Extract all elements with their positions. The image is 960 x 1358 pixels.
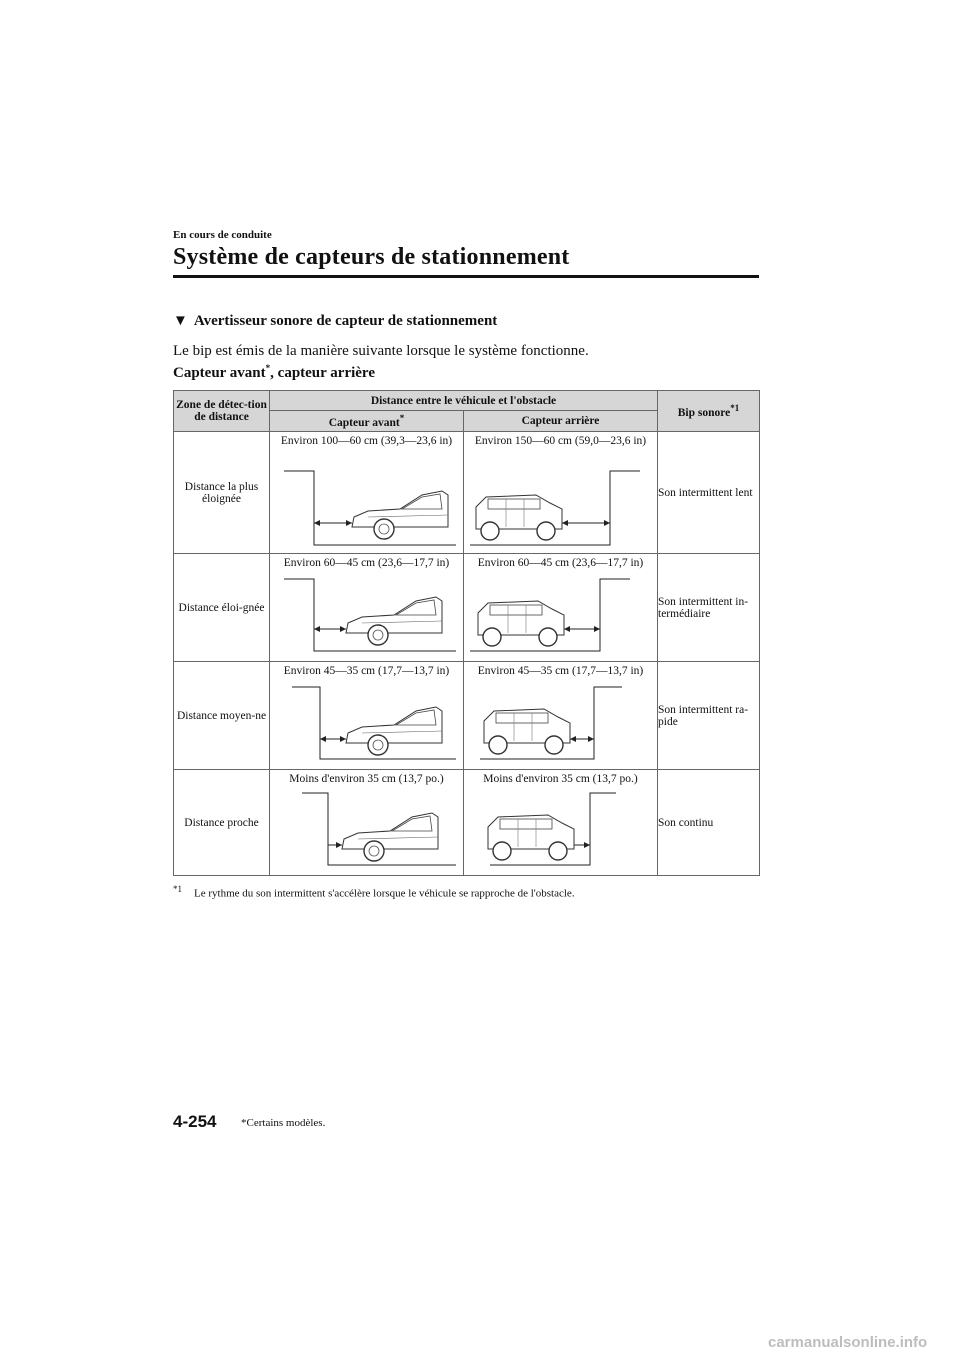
- header-rear-sensor: Capteur arrière: [464, 411, 658, 432]
- rear-cell: [464, 432, 658, 554]
- table-row: [174, 770, 760, 876]
- front-car-illustration: [272, 681, 462, 765]
- rear-cell: [464, 554, 658, 662]
- rear-car-illustration: [466, 465, 656, 551]
- header-distance: Distance entre le véhicule et l'obstacle: [270, 391, 658, 411]
- front-distance-text: Environ 60―45 cm (23,6―17,7 in): [283, 557, 450, 569]
- title-divider: [173, 275, 759, 278]
- front-car-illustration: [272, 573, 462, 657]
- beep-cell: Son continu: [658, 770, 760, 876]
- table-row: [174, 662, 760, 770]
- front-cell: [270, 432, 464, 554]
- intro-text: Le bip est émis de la manière suivante lorsque le système fonctionne.: [173, 343, 589, 359]
- zone-cell: Distance proche: [174, 770, 270, 876]
- rear-distance-text: Moins d'environ 35 cm (13,7 po.): [483, 773, 638, 785]
- front-cell: [270, 662, 464, 770]
- page-number: 4-254: [173, 1112, 217, 1131]
- subsection-heading: [173, 313, 497, 330]
- section-label: En cours de conduite: [173, 229, 272, 241]
- models-note: *Certains modèles.: [241, 1117, 326, 1129]
- front-distance-text: Environ 100―60 cm (39,3―23,6 in): [280, 435, 453, 447]
- front-distance-text: Environ 45―35 cm (17,7―13,7 in): [283, 665, 450, 677]
- zone-cell: Distance éloi-gnée: [174, 554, 270, 662]
- front-cell: [270, 770, 464, 876]
- triangle-marker-icon: ▼: [173, 313, 188, 329]
- zone-cell: Distance moyen-ne: [174, 662, 270, 770]
- zone-cell: Distance la plus éloignée: [174, 432, 270, 554]
- front-car-illustration: [272, 789, 462, 871]
- table-caption: Capteur avant*, capteur arrière: [173, 363, 375, 381]
- rear-distance-text: Environ 150―60 cm (59,0―23,6 in): [474, 435, 647, 447]
- watermark: carmanualsonline.info: [768, 1334, 928, 1351]
- beep-cell: Son intermittent ra-pide: [658, 662, 760, 770]
- table-row: [174, 432, 760, 554]
- front-cell: [270, 554, 464, 662]
- rear-cell: [464, 770, 658, 876]
- header-front-sensor: Capteur avant*: [270, 411, 464, 432]
- rear-car-illustration: [466, 681, 656, 765]
- table-row: [174, 554, 760, 662]
- front-car-illustration: [272, 465, 462, 551]
- beep-cell: Son intermittent in-termédiaire: [658, 554, 760, 662]
- page-title: Système de capteurs de stationnement: [173, 244, 570, 270]
- rear-distance-text: Environ 45―35 cm (17,7―13,7 in): [477, 665, 644, 677]
- beep-table: [173, 390, 760, 876]
- front-distance-text: Moins d'environ 35 cm (13,7 po.): [289, 773, 444, 785]
- rear-distance-text: Environ 60―45 cm (23,6―17,7 in): [477, 557, 644, 569]
- rear-car-illustration: [466, 789, 656, 871]
- rear-cell: [464, 662, 658, 770]
- header-beep: Bip sonore$^{*1}$: [658, 391, 760, 432]
- header-zone: Zone de détec-tion de distance: [174, 391, 270, 432]
- footnote: $^{*1}$ Le rythme du son intermittent s'accélère lorsque le véhicule se rapproche de l'obstacle.: [173, 884, 575, 900]
- subsection-title: Avertisseur sonore de capteur de stationnement: [193, 313, 498, 329]
- beep-cell: Son intermittent lent: [658, 432, 760, 554]
- rear-car-illustration: [466, 573, 656, 657]
